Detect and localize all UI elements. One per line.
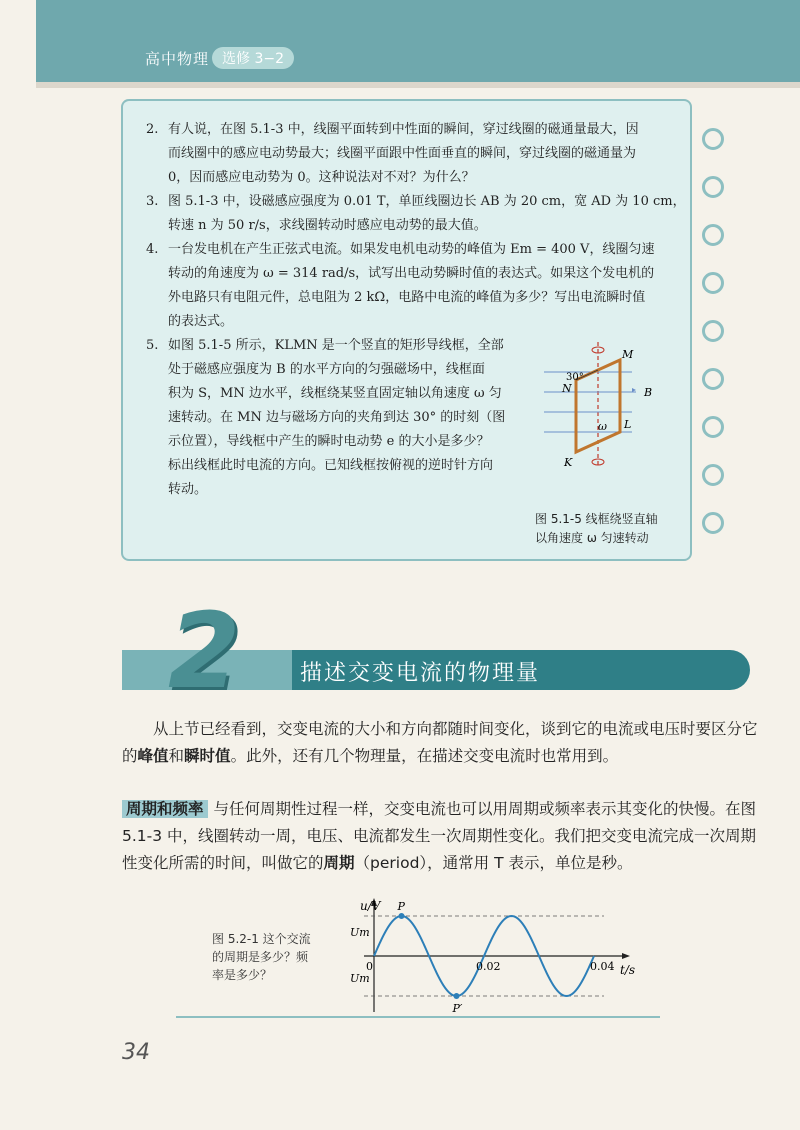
exercise-line: 一台发电机在产生正弦式电流。如果发电机电动势的峰值为 Em = 400 V，线圈匀速 <box>168 242 655 257</box>
exercise-2 <box>146 118 686 190</box>
section-title: 描述交变电流的物理量 <box>300 661 541 686</box>
period-text: （period），通常用 T 表示，单位是秒。 <box>354 854 633 872</box>
origin-label: 0 <box>366 960 373 973</box>
exercise-line: 图 5.1-3 中，设磁感应强度为 0.01 T，单匝线圈边长 AB 为 20 cm，宽 AD 为 10 cm， <box>168 194 686 209</box>
period-paragraph <box>122 796 758 877</box>
exercise-3 <box>146 190 686 238</box>
intro-text: 和 <box>168 747 185 765</box>
exercise-line: 0，因而感应电动势为 0。这种说法对不对？为什么？ <box>168 170 475 185</box>
binder-ring <box>702 416 724 438</box>
exercise-number: 2. <box>146 122 159 137</box>
exercise-line: 的表达式。 <box>168 314 234 329</box>
intro-paragraph <box>122 716 758 770</box>
section-number: 2 <box>168 590 241 712</box>
label-angle: 30° <box>566 372 584 383</box>
binder-ring <box>702 464 724 486</box>
header-band <box>36 0 800 82</box>
caption-line: 率是多少？ <box>212 968 273 982</box>
exercise-line: 如图 5.1-5 所示，KLMN 是一个竖直的矩形导线框，全部 <box>168 338 504 353</box>
topic-tag: 周期和频率 <box>122 800 208 818</box>
label-omega: ω <box>598 420 607 433</box>
exercise-line: 处于磁感应强度为 B 的水平方向的匀强磁场中，线框面 <box>168 362 485 377</box>
um-negative-label: Um <box>350 972 370 985</box>
caption-line: 以角速度 ω 匀速转动 <box>535 531 649 545</box>
binder-ring <box>702 512 724 534</box>
figure-5-1-5-caption <box>535 510 685 548</box>
exercise-line: 而线圈中的感应电动势最大；线圈平面跟中性面垂直的瞬间，穿过线圈的磁通量为 <box>168 146 637 161</box>
caption-line: 图 5.1-5 线框绕竖直轴 <box>535 512 658 526</box>
page-number: 34 <box>122 1040 150 1065</box>
y-axis-label: u/V <box>360 899 381 913</box>
keyword-peak: 峰值 <box>137 747 169 765</box>
trough-label: P′ <box>452 1002 463 1014</box>
volume-badge: 选修 3−2 <box>212 47 294 69</box>
label-l: L <box>624 418 632 431</box>
sine-wave-chart <box>344 896 644 1014</box>
x-axis-label: t/s <box>620 963 636 977</box>
keyword-instantaneous: 瞬时值 <box>184 747 231 765</box>
rotating-frame-figure <box>536 340 676 470</box>
caption-line: 的周期是多少？频 <box>212 950 309 964</box>
exercise-line: 有人说，在图 5.1-3 中，线圈平面转到中性面的瞬间，穿过线圈的磁通量最大，因 <box>168 122 639 137</box>
figure-5-2-1-caption <box>212 930 332 984</box>
period-text: 与任何周期性过程一样，交变电流也可以用周期或频率表示其变化的快慢。在图 5.1-3 中，线圈转动一周，电压、电流都发生一次周期性变化。我们把交变电流完成一次周期性变化所需的时间，叫做它的 <box>122 800 757 872</box>
exercise-line: 转动的角速度为 ω = 314 rad/s，试写出电动势瞬时值的表达式。如果这个发电机的 <box>168 266 655 281</box>
exercise-line: 转速 n 为 50 r/s，求线圈转动时感应电动势的最大值。 <box>168 218 487 233</box>
label-m: M <box>622 348 634 361</box>
tick-label-0-04: 0.04 <box>590 960 615 973</box>
exercise-line: 转动。 <box>168 482 208 497</box>
um-positive-label: Um <box>350 926 370 939</box>
exercise-line: 标出线框此时电流的方向。已知线框按俯视的逆时针方向 <box>168 458 494 473</box>
binder-ring <box>702 368 724 390</box>
exercise-4 <box>146 238 686 334</box>
exercise-number: 5. <box>146 338 159 353</box>
exercise-line: 示位置），导线框中产生的瞬时电动势 e 的大小是多少？ <box>168 434 490 449</box>
keyword-period: 周期 <box>323 854 355 872</box>
exercise-line: 速转动。在 MN 边与磁场方向的夹角到达 30° 的时刻（图 <box>168 410 506 425</box>
exercise-line: 外电路只有电阻元件，总电阻为 2 kΩ，电路中电流的峰值为多少？写出电流瞬时值 <box>168 290 646 305</box>
exercise-5 <box>146 334 506 502</box>
peak-point <box>399 913 405 919</box>
exercise-line: 积为 S，MN 边水平，线框绕某竖直固定轴以角速度 ω 匀 <box>168 386 502 401</box>
binder-ring <box>702 128 724 150</box>
field-lines <box>544 372 636 432</box>
caption-line: 图 5.2-1 这个交流 <box>212 932 311 946</box>
header-band-shadow <box>36 82 800 88</box>
trough-point <box>454 993 460 999</box>
book-title: 高中物理 <box>145 50 210 68</box>
binder-ring <box>702 224 724 246</box>
exercise-number: 3. <box>146 194 159 209</box>
label-n: N <box>562 382 572 395</box>
binder-ring <box>702 320 724 342</box>
label-b: B <box>644 386 653 399</box>
binder-ring <box>702 176 724 198</box>
label-k: K <box>564 456 573 469</box>
intro-text: 。此外，还有几个物理量，在描述交变电流时也常用到。 <box>230 747 619 765</box>
peak-label: P <box>397 900 405 913</box>
intro-text: 从上节已经看到，交变电流的大小和方向都随时间变化，谈到它的电流或电压时要区分它的 <box>122 720 758 765</box>
binder-ring <box>702 272 724 294</box>
tick-label-0-02: 0.02 <box>476 960 501 973</box>
exercise-number: 4. <box>146 242 159 257</box>
